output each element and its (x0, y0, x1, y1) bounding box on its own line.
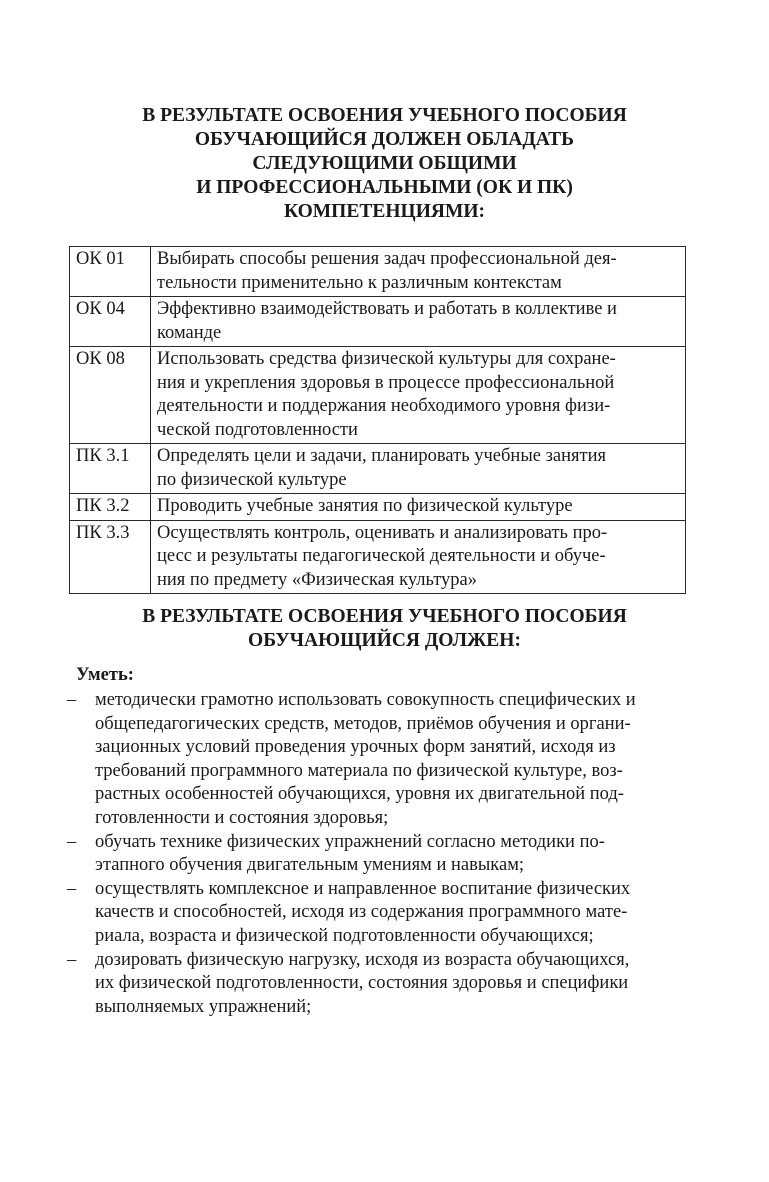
heading-line: В РЕЗУЛЬТАТЕ ОСВОЕНИЯ УЧЕБНОГО ПОСОБИЯ (142, 105, 627, 126)
competency-code: ОК 04 (70, 297, 151, 347)
list-item-line: их физической подготовленности, состояния здоровья и специфики (95, 973, 629, 994)
dash-bullet: – (67, 949, 77, 970)
heading-line: В РЕЗУЛЬТАТЕ ОСВОЕНИЯ УЧЕБНОГО ПОСОБИЯ (142, 606, 627, 627)
list-item (67, 689, 693, 831)
competencies-heading (0, 104, 769, 224)
competency-code: ПК 3.3 (70, 520, 151, 594)
description-line: цесс и результаты педагогической деятельности и обуче- (157, 546, 606, 566)
list-item-line: качеств и способностей, исходя из содержания программного мате- (95, 902, 628, 923)
competency-description (151, 247, 686, 297)
list-item-line: растных особенностей обучающихся, уровня их двигательной под- (95, 784, 624, 805)
description-line: Эффективно взаимодействовать и работать в коллективе и (157, 299, 617, 319)
description-line: ния по предмету «Физическая культура» (157, 569, 478, 590)
competency-description (151, 347, 686, 444)
description-line: ния и укрепления здоровья в процессе профессиональной (157, 372, 615, 393)
description-line: деятельности и поддержания необходимого уровня физи- (157, 396, 611, 416)
list-item-line: зационных условий проведения урочных форм занятий, исходя из (95, 737, 616, 758)
heading-line: И ПРОФЕССИОНАЛЬНЫМИ (ОК И ПК) (196, 177, 573, 198)
competency-code: ПК 3.2 (70, 494, 151, 521)
skills-section (67, 664, 693, 1019)
description-line: Осуществлять контроль, оценивать и анализировать про- (157, 522, 608, 543)
list-item-line: дозировать физическую нагрузку, исходя из возраста обучающихся, (95, 949, 630, 970)
table-row (70, 444, 686, 494)
competency-code: ОК 08 (70, 347, 151, 444)
table-row (70, 247, 686, 297)
list-item-line: этапного обучения двигательным умениям и навыкам; (95, 855, 525, 876)
competency-description (151, 444, 686, 494)
list-item-line: методически грамотно использовать совокупность специфических и (95, 690, 636, 710)
list-item-line: требований программного материала по физической культуре, воз- (95, 760, 623, 781)
list-item-line: общепедагогических средств, методов, приёмов обучения и органи- (95, 713, 631, 734)
competency-description (151, 494, 686, 521)
table-row (70, 520, 686, 594)
competency-description (151, 297, 686, 347)
table-row (70, 347, 686, 444)
heading-line: ОБУЧАЮЩИЙСЯ ДОЛЖЕН ОБЛАДАТЬ (194, 129, 575, 150)
dash-bullet: – (67, 690, 77, 710)
outcomes-heading (0, 605, 769, 653)
description-line: тельности применительно к различным контекстам (157, 272, 562, 293)
heading-line: ОБУЧАЮЩИЙСЯ ДОЛЖЕН: (248, 630, 521, 651)
heading-line: СЛЕДУЮЩИМИ ОБЩИМИ (252, 153, 517, 174)
competency-code: ПК 3.1 (70, 444, 151, 494)
competencies-table (69, 246, 686, 594)
table-row (70, 494, 686, 521)
description-line: Определять цели и задачи, планировать учебные занятия (157, 446, 607, 466)
description-line: Использовать средства физической культуры для сохране- (157, 349, 616, 369)
list-item-line: готовленности и состояния здоровья; (95, 807, 389, 828)
list-item-line: обучать технике физических упражнений согласно методики по- (95, 831, 605, 852)
description-line: команде (157, 322, 222, 343)
list-item-line: выполняемых упражнений; (95, 996, 312, 1017)
description-line: по физической культуре (157, 469, 347, 490)
competency-description (151, 520, 686, 594)
table-row (70, 297, 686, 347)
list-item (67, 878, 693, 949)
skills-title: Уметь: (76, 665, 134, 685)
competency-code: ОК 01 (70, 247, 151, 297)
list-item (67, 949, 693, 1020)
list-item (67, 831, 693, 878)
heading-line: КОМПЕТЕНЦИЯМИ: (283, 201, 486, 222)
dash-bullet: – (67, 878, 77, 899)
description-line: ческой подготовленности (157, 419, 358, 440)
description-line: Выбирать способы решения задач профессиональной дея- (157, 249, 617, 269)
description-line: Проводить учебные занятия по физической культуре (157, 496, 573, 516)
dash-bullet: – (67, 831, 77, 852)
list-item-line: осуществлять комплексное и направленное воспитание физических (95, 878, 631, 899)
list-item-line: риала, возраста и физической подготовленности обучающихся; (95, 925, 594, 946)
